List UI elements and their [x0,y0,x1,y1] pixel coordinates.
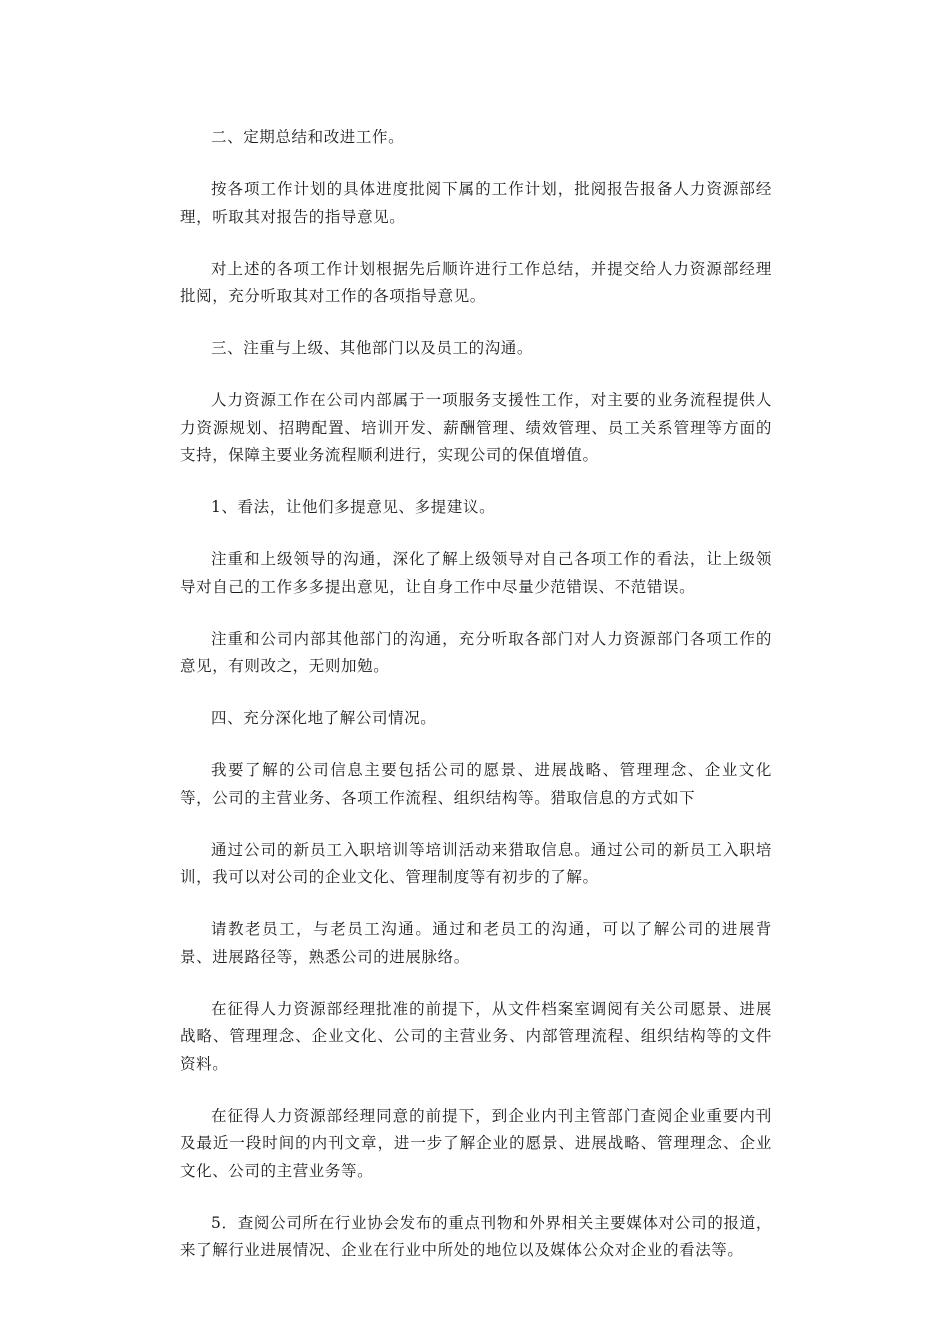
paragraph: 注重和公司内部其他部门的沟通，充分听取各部门对人力资源部门各项工作的意见，有则改之，无则加勉。 [180,629,772,675]
paragraph: 人力资源工作在公司内部属于一项服务支援性工作，对主要的业务流程提供人力资源规划、招聘配置、培训开发、薪酬管理、绩效管理、员工关系管理等方面的支持，保障主要业务流程顺利进行，实现公司的保值增值。 [180,391,772,464]
paragraph: 注重和上级领导的沟通，深化了解上级领导对自己各项工作的看法，让上级领导对自己的工作多多提出意见，让自身工作中尽量少范错误、不范错误。 [180,550,772,596]
section-heading-2: 二、定期总结和改进工作。 [211,128,405,146]
paragraph: 通过公司的新员工入职培训等培训活动来猎取信息。通过公司的新员工入职培训，我可以对公司的企业文化、管理制度等有初步的了解。 [180,840,772,886]
document-body [180,124,772,1289]
section-heading-4: 四、充分深化地了解公司情况。 [211,709,437,727]
paragraph: 在征得人力资源部经理同意的前提下，到企业内刊主管部门查阅企业重要内刊及最近一段时间的内刊文章，进一步了解企业的愿景、进展战略、管理理念、企业文化、公司的主营业务等。 [180,1106,772,1180]
subheading-1: 1、看法，让他们多提意见、多提建议。 [211,498,496,516]
paragraph: 5．查阅公司所在行业协会发布的重点刊物和外界相关主要媒体对公司的报道，来了解行业进展情况、企业在行业中所处的地位以及媒体公众对企业的看法等。 [180,1213,772,1259]
paragraph: 我要了解的公司信息主要包括公司的愿景、进展战略、管理理念、企业文化等，公司的主营业务、各项工作流程、组织结构等。猎取信息的方式如下 [180,761,772,807]
paragraph: 对上述的各项工作计划根据先后顺许进行工作总结，并提交给人力资源部经理批阅，充分听取其对工作的各项指导意见。 [180,259,772,305]
paragraph: 在征得人力资源部经理批准的前提下，从文件档案室调阅有关公司愿景、进展战略、管理理念、企业文化、公司的主营业务、内部管理流程、组织结构等的文件资料。 [180,999,772,1073]
paragraph: 按各项工作计划的具体进度批阅下属的工作计划，批阅报告报备人力资源部经理，听取其对报告的指导意见。 [180,180,772,226]
paragraph: 请教老员工，与老员工沟通。通过和老员工的沟通，可以了解公司的进展背景、进展路径等，熟悉公司的进展脉络。 [180,920,772,966]
section-heading-3: 三、注重与上级、其他部门以及员工的沟通。 [211,339,534,357]
